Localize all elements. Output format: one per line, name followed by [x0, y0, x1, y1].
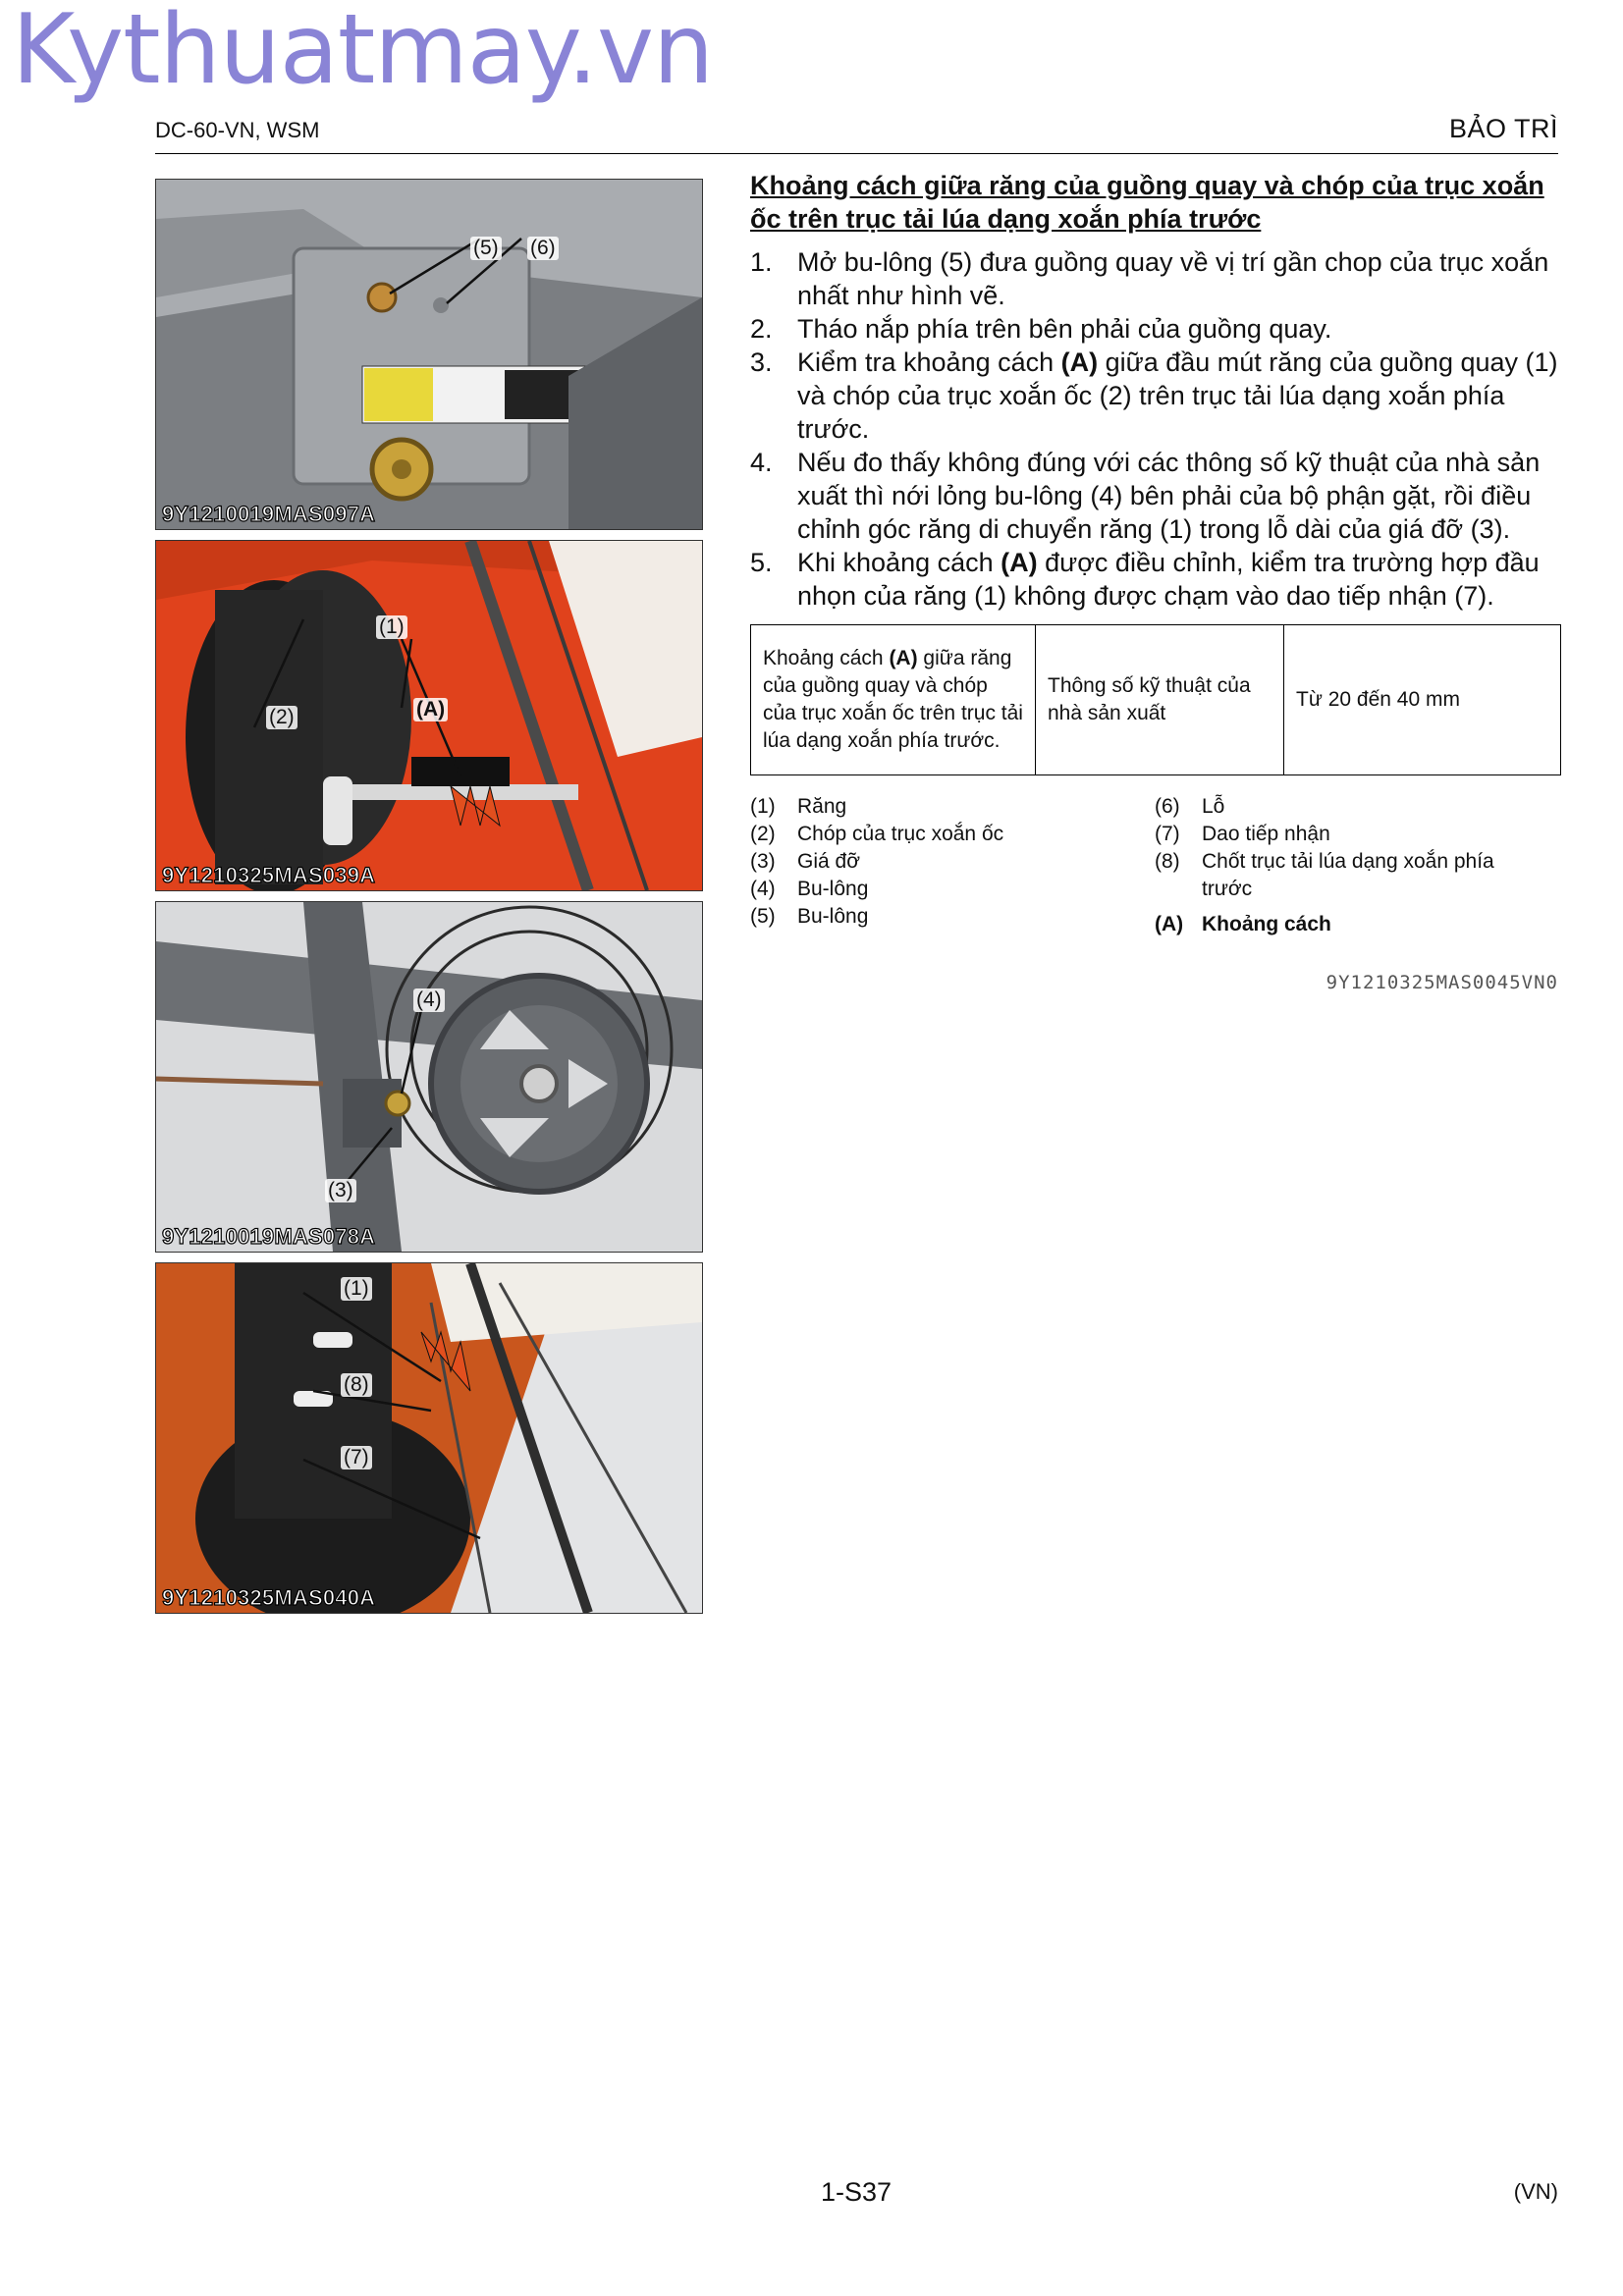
- step-number: 5.: [750, 548, 773, 577]
- watermark: Kythuatmay.vn: [12, 0, 714, 106]
- step-1: [750, 245, 1559, 312]
- photo-reel-gap: [155, 540, 703, 891]
- header-rule: [155, 153, 1558, 154]
- callout-8: (8): [341, 1373, 372, 1397]
- callout-6: (6): [527, 237, 559, 260]
- photo-auger-knife: [155, 1262, 703, 1614]
- photo-code: 9Y1210019MAS078A: [162, 1224, 376, 1249]
- procedure-steps: [750, 245, 1559, 613]
- step-text: Nếu đo thấy không đúng với các thông số kỹ thuật của nhà sản xuất thì nới lỏng bu-lông (4) bên phải của bộ phận gặt, rồi điều chỉnh góc răng di chuyển răng (1) trong lỗ dài của giá đỡ (3).: [797, 448, 1541, 544]
- spec-item: Khoảng cách (A) giữa răng của guồng quay và chóp của trục xoắn ốc trên trục tải lúa dạng xoắn phía trước.: [751, 625, 1036, 775]
- spec-table: [750, 624, 1561, 775]
- step-text: Kiểm tra khoảng cách: [797, 347, 1061, 377]
- legend-item: (8) Chốt trục tải lúa dạng xoắn phía trước: [1155, 850, 1494, 900]
- legend-item: (1) Răng: [750, 795, 847, 818]
- photo-code: 9Y1210325MAS040A: [162, 1585, 376, 1610]
- legend-right: [1155, 793, 1538, 938]
- step-text: giữa đầu mút răng của guồng quay (1) và chóp của trục xoắn ốc (2) trên trục tải lúa dạng xoắn phía trước.: [797, 347, 1558, 444]
- photo-bolt-cover: [155, 179, 703, 530]
- photo-code: 9Y1210325MAS039A: [162, 863, 376, 887]
- spec-value: Từ 20 đến 40 mm: [1284, 625, 1561, 775]
- page-number: 1-S37: [821, 2177, 893, 2207]
- reference-code: 9Y1210325MAS0045VN0: [1325, 972, 1558, 993]
- callout-5: (5): [470, 237, 502, 260]
- callout-1: (1): [376, 615, 407, 639]
- step-bold: (A): [1060, 347, 1099, 377]
- spec-row: [751, 625, 1561, 775]
- page-language: (VN): [1513, 2179, 1558, 2204]
- legend-item-a: (A) Khoảng cách: [1155, 913, 1331, 935]
- step-3: [750, 346, 1559, 446]
- step-text: Khi khoảng cách: [797, 548, 1001, 577]
- header-section: BẢO TRÌ: [1448, 114, 1558, 143]
- step-bold: (A): [1001, 548, 1038, 577]
- callout-4: (4): [413, 988, 445, 1012]
- callout-2: (2): [266, 706, 298, 729]
- legend-item: (3) Giá đỡ: [750, 850, 860, 873]
- callout-7: (7): [341, 1446, 372, 1469]
- step-2: [750, 312, 1559, 346]
- legend-item: (7) Dao tiếp nhận: [1155, 823, 1330, 845]
- step-text: Mở bu-lông (5) đưa guồng quay về vị trí gần chop của trục xoắn nhất như hình vẽ.: [797, 247, 1549, 310]
- step-number: 2.: [750, 314, 773, 344]
- callout-3: (3): [325, 1179, 356, 1202]
- section-title: Khoảng cách giữa răng của guồng quay và chóp của trục xoắn ốc trên trục tải lúa dạng xoắn phía trước: [750, 171, 1544, 234]
- legend-item: (6) Lỗ: [1155, 795, 1225, 818]
- step-text: Tháo nắp phía trên bên phải của guồng quay.: [797, 314, 1332, 344]
- header-model: DC-60-VN, WSM: [155, 118, 320, 142]
- step-number: 4.: [750, 448, 773, 477]
- spec-type: Thông số kỹ thuật của nhà sản xuất: [1036, 625, 1284, 775]
- photo-pulley: [155, 901, 703, 1253]
- legend-item: (2) Chóp của trục xoắn ốc: [750, 823, 1004, 845]
- step-text: được điều chỉnh, kiểm tra trường hợp đầu nhọn của răng (1) không được chạm vào dao tiếp nhận (7).: [797, 548, 1540, 611]
- callout-1: (1): [341, 1277, 372, 1301]
- step-4: [750, 446, 1559, 546]
- step-number: 1.: [750, 247, 773, 277]
- callout-a: (A): [413, 698, 448, 721]
- step-5: [750, 546, 1559, 613]
- step-number: 3.: [750, 347, 773, 377]
- legend-left: [750, 793, 1123, 931]
- photo-code: 9Y1210019MAS097A: [162, 502, 376, 526]
- legend-item: (5) Bu-lông: [750, 905, 869, 928]
- legend-item: (4) Bu-lông: [750, 878, 869, 900]
